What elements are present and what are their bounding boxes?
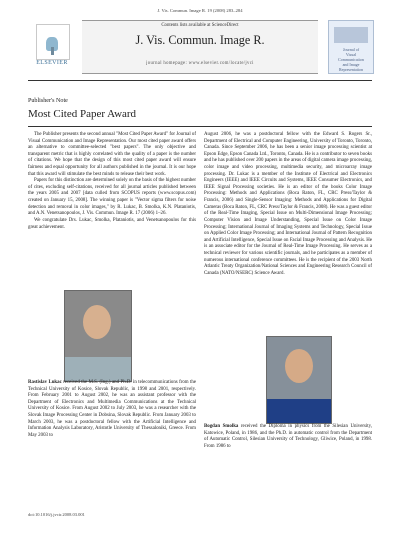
journal-title: J. Vis. Commun. Image R. [135, 33, 265, 47]
shirt-shape [267, 399, 331, 423]
paragraph-1: The Publisher presents the second annual "Most Cited Paper Award" for Journal of Visual Communication and Image Representation. Our most cited paper award offers an alternative to committee-selected "best papers". The only objective and transparent metric that is highly correlated with the quality of a paper is the number of citations. We hope that the design of this most cited paper award will ensure fairness and equal opportunity for all authors published in the journal. It is our hope that this award will stimulate the best minds to release their best work. [28, 132, 196, 177]
section-label: Publisher's Note [28, 98, 68, 104]
left-column [28, 132, 196, 231]
journal-cover [328, 20, 374, 74]
journal-homepage: journal homepage: www.elsevier.com/locate/jvci [146, 61, 254, 66]
bio-paragraph [28, 380, 196, 439]
publisher-logo [28, 20, 76, 72]
title-rule [28, 126, 372, 127]
masthead [28, 20, 372, 72]
right-column [204, 132, 372, 277]
paragraph-2: Papers for this distinction are determined solely on the basis of the highest number of cites, excluding self-citations, received for all journal articles published between the years 2005 and 2007 [data culled from SCOPUS reports (www.scopus.com) created on January 15, 2008]. The winning paper is "Vector sigma filters for noise detection and removal in color images," by R. Lukac, B. Smolka, K.N. Plataniotis, and A.N. Venetsanopoulos, J. Vis. Commun. Image R. 17 (2006) 1–26. [28, 178, 196, 217]
bio-paragraph [204, 424, 372, 450]
author-photo-lukac [64, 290, 132, 382]
face-shape [285, 349, 313, 383]
page-title: Most Cited Paper Award [28, 108, 137, 120]
author-photo-smolka [266, 336, 332, 424]
tree-icon [36, 24, 70, 60]
contents-line: Contents lists available at ScienceDirect [161, 23, 239, 28]
publisher-name: ELSEVIER [36, 60, 68, 66]
cover-art [334, 27, 368, 43]
bio-text: received the M.S. (Ing.) and Ph.D. in telecommunications from the Technical University of Kosice, Slovak Republic, in 1998 and 2001, respectively. From February 2001 to August 2002, he was an assistant professor with the Department of Electronics and Multimedia Communications at the Technical University of Kosice. From August 2002 to July 2003, he was a researcher with the Slovak Image Processing Center in Dobsina, Slovak Republic. From January 2003 to March 2003, he was a postdoctoral fellow with the Artificial Intelligence and Information Analysis Laboratory, Aristotle University of Thessaloniki, Greece. From May 2003 to [28, 380, 197, 438]
shirt-shape [65, 357, 131, 381]
paragraph-4: August 2006, he was a postdoctoral fellow with the Edward S. Rogers Sr., Department of Electrical and Computer Engineering, University of Toronto, Toronto, Canada. Since September 2006, he has been a senior image processing scientist at Epson Edge, Epson Canada Ltd., Toronto, Canada. He is a contributor to seven books and he has published over 200 papers in the areas of digital camera image processing, color image and video processing, multimedia security, and microarray image processing. Dr. Lukac is a member of the Institute of Electrical and Electronics Engineers (IEEE) and IEEE Circuits and Systems, IEEE Consumer Electronics, and IEEE Signal Processing societies. He is an editor of the books Color Image Processing: Methods and Applications (Boca Raton, FL, CRC Press/Taylor & Francis, 2006) and Single-Sensor Imaging: Methods and Applications for Digital Cameras (Boca Raton, FL, CRC Press/Taylor & Francis, 2008). He was a guest editor of the Real-Time Imaging, Special Issue on Multi-Dimensional Image Processing; Computer Vision and Image Understanding, Special Issue on Color Image Processing; International Journal of Imaging Systems and Technology, Special Issue on Applied Color Image Processing; and International Journal of Pattern Recognition and Artificial Intelligence, Special Issue on Facial Image Processing and Analysis. He is an associate editor for the Journal of Real-Time Image Processing. He serves as a technical reviewer for various scientific journals, and he participates as a member of numerous international conference committees. He is the recipient of the 2003 North Atlantic Treaty Organization/National Sciences and Engineering Research Council of Canada (NATO/NSERC) Science Award. [204, 132, 372, 276]
face-shape [83, 305, 111, 339]
top-rule [28, 80, 372, 81]
bio-name: Bogdan Smolka [204, 424, 239, 429]
journal-banner [82, 20, 318, 74]
doi-line: doi:10.1016/j.jvcir.2008.03.001 [28, 512, 85, 517]
paragraph-3: We congratulate Drs. Lukac, Smolka, Plataniotis, and Venetsanopoulos for this great achievement. [28, 217, 196, 230]
cover-title: Journal of Visual Communication and Image Representation [338, 47, 364, 72]
bio-smolka [204, 424, 372, 450]
bio-lukac [28, 380, 196, 439]
running-head: J. Vis. Commun. Image R. 19 (2008) 283–284 [157, 8, 243, 13]
bio-text: received the Diploma in physics from the Silesian University, Katowice, Poland, in 1986, and the Ph.D. in automatic control from the Department of Automatic Control, Silesian University of Technology, Gliwice, Poland, in 1998. From 1986 to [204, 424, 372, 449]
bio-name: Rastislav Lukac [28, 380, 62, 385]
